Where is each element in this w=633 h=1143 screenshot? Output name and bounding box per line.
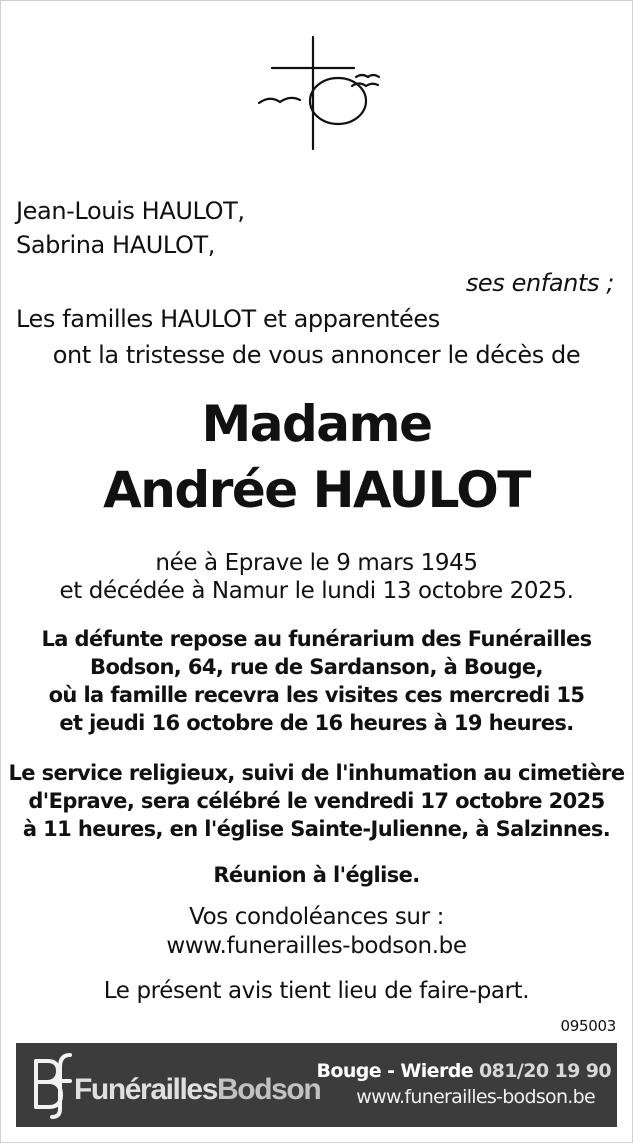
brand-name-part-1: Funérailles (74, 1073, 217, 1106)
child-name-1: Jean-Louis HAULOT, (16, 197, 245, 225)
bf-logo-icon (30, 1051, 74, 1119)
service-block (1, 759, 632, 843)
relation-label: ses enfants ; (465, 269, 614, 297)
reunion-line: Réunion à l'église. (213, 863, 420, 887)
repose-line: La défunte repose au funérarium des Funérailles (41, 627, 592, 651)
service-line: à 11 heures, en l'église Sainte-Julienne, à Salzinnes. (22, 817, 611, 841)
repose-line: où la famille recevra les visites ces mercredi 15 (48, 683, 585, 707)
service-line: d'Eprave, sera célébré le vendredi 17 octobre 2025 (28, 789, 605, 813)
locations-text: Bouge - Wierde (316, 1060, 474, 1082)
repose-block (1, 625, 632, 737)
notice-line: Le présent avis tient lieu de faire-part. (103, 978, 530, 1004)
contact-line (317, 1059, 611, 1083)
deceased-title: Madame (201, 395, 432, 453)
service-line: Le service religieux, suivi de l'inhumation au cimetière (8, 761, 625, 785)
dates-block (1, 549, 632, 605)
cross-sun-birds-icon (256, 33, 381, 153)
repose-line: Bodson, 64, rue de Sardanson, à Bouge, (90, 655, 543, 679)
condolences-block (1, 903, 632, 961)
families-line: Les familles HAULOT et apparentées (16, 305, 440, 333)
condolences-link[interactable]: www.funerailles-bodson.be (166, 933, 467, 959)
brand-name (74, 1071, 320, 1109)
reference-number: 095003 (560, 1017, 616, 1035)
deceased-name: Andrée HAULOT (103, 461, 530, 519)
phone-number[interactable]: 081/20 19 90 (479, 1060, 611, 1082)
website-link[interactable]: www.funerailles-bodson.be (356, 1086, 595, 1108)
brand-name-part-2: Bodson (217, 1073, 321, 1106)
child-name-2: Sabrina HAULOT, (16, 231, 215, 259)
repose-line: et jeudi 16 octobre de 16 heures à 19 heures. (59, 711, 574, 735)
announcement-line: ont la tristesse de vous annoncer le décès de (52, 341, 581, 369)
birth-line: née à Eprave le 9 mars 1945 (155, 550, 478, 576)
funeral-home-banner (16, 1043, 617, 1127)
condolences-label: Vos condoléances sur : (189, 904, 444, 930)
death-line: et décédée à Namur le lundi 13 octobre 2025. (59, 578, 574, 604)
